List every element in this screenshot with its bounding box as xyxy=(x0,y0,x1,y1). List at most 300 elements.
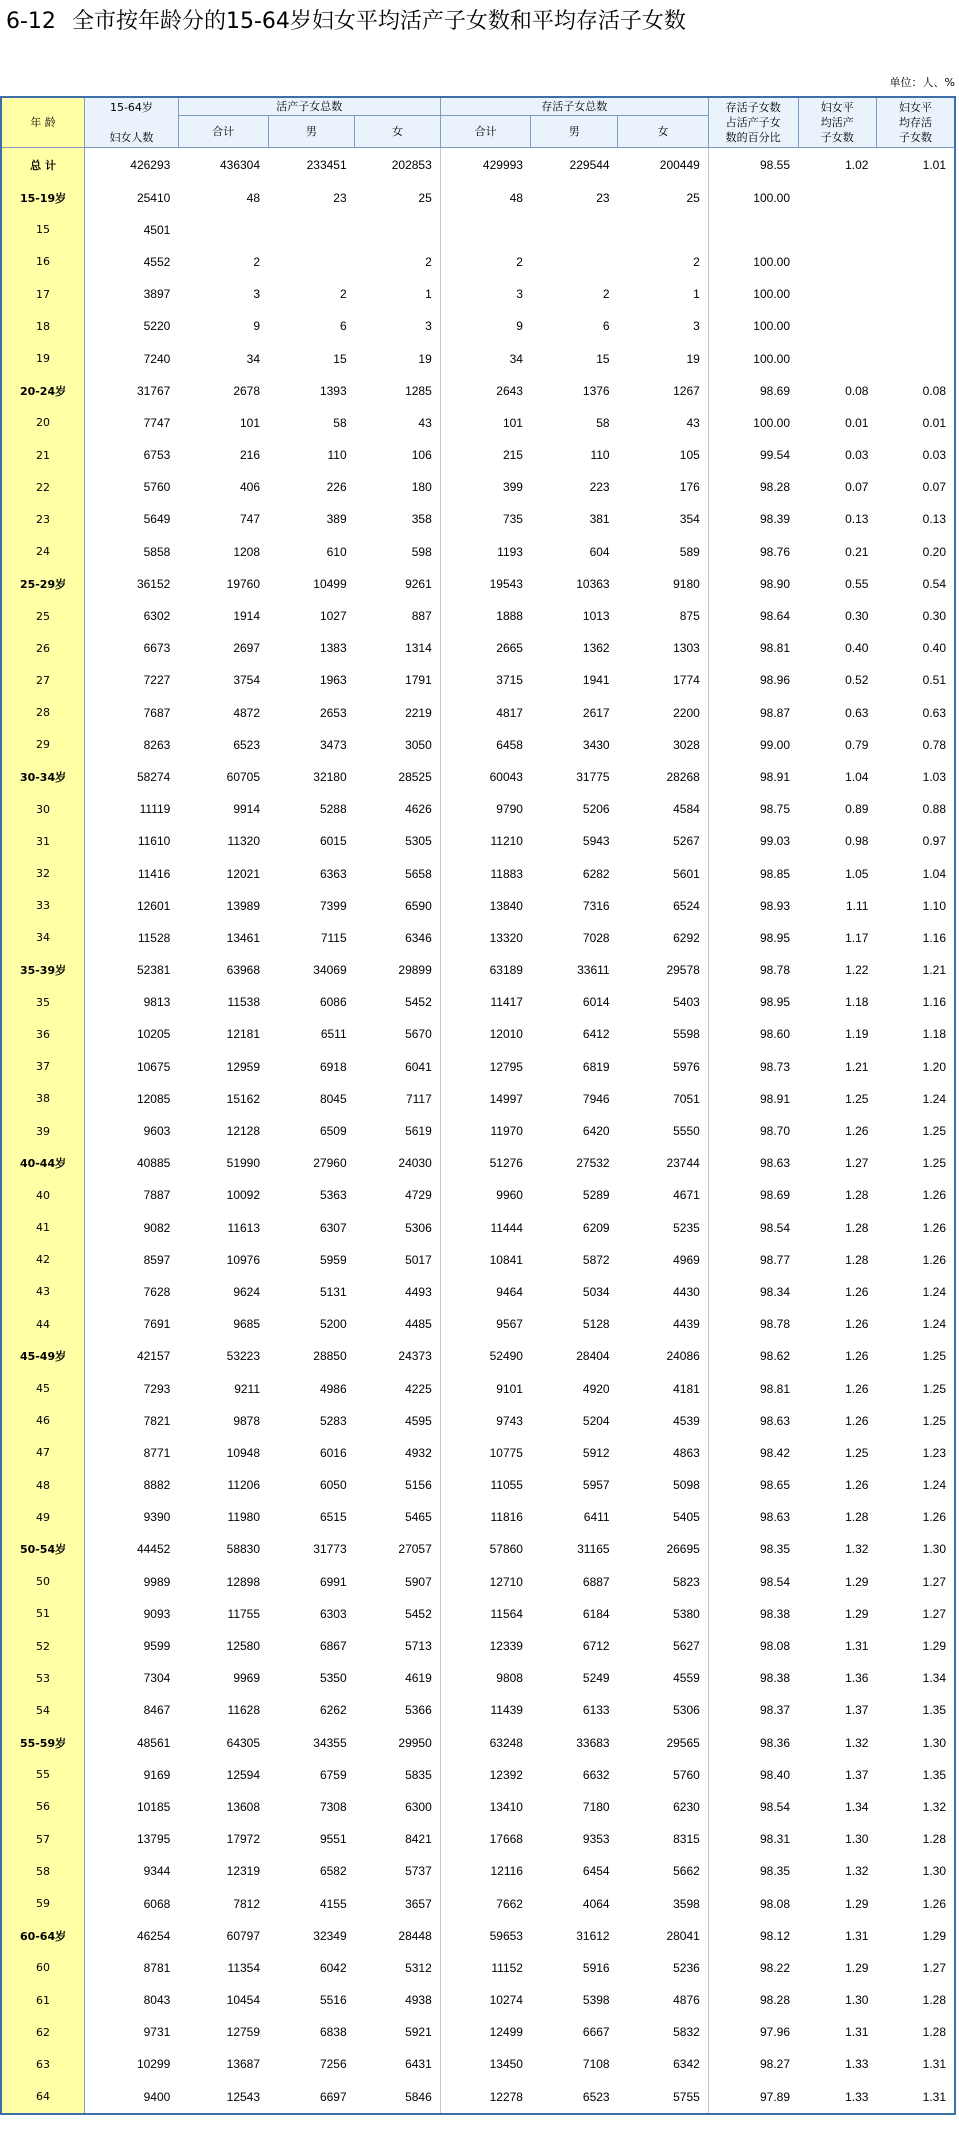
value-cell: 33683 xyxy=(576,1735,610,1750)
value-cell: 0.63 xyxy=(845,705,869,720)
age-cell: 55 xyxy=(1,1759,85,1791)
value-cell: 1.25 xyxy=(922,1381,946,1396)
value-cell: 29899 xyxy=(355,954,441,986)
header-born-male: 男 xyxy=(268,115,355,147)
value-cell: 7051 xyxy=(618,1083,709,1115)
value-cell: 4729 xyxy=(355,1179,441,1211)
value-cell xyxy=(798,214,876,246)
value-cell xyxy=(268,246,355,278)
value-cell: 98.65 xyxy=(759,1478,790,1493)
value-cell: 1376 xyxy=(582,383,610,398)
value-cell: 5206 xyxy=(582,802,610,817)
value-cell: 5034 xyxy=(582,1284,610,1299)
table-row xyxy=(1,761,955,793)
age-cell: 62 xyxy=(1,2016,85,2048)
value-cell: 7304 xyxy=(143,1671,171,1686)
value-cell: 6515 xyxy=(319,1510,347,1525)
value-cell: 0.01 xyxy=(845,415,869,430)
value-cell: 5312 xyxy=(355,1952,441,1984)
value-cell: 34355 xyxy=(313,1735,347,1750)
value-cell: 6 xyxy=(339,319,347,334)
table-row xyxy=(1,1212,955,1244)
value-cell: 1914 xyxy=(233,609,261,624)
value-cell: 2 xyxy=(339,287,347,302)
value-cell: 2219 xyxy=(355,697,441,729)
value-cell: 98.28 xyxy=(759,480,790,495)
value-cell: 51276 xyxy=(489,1156,523,1171)
value-cell: 7028 xyxy=(582,930,610,945)
value-cell: 29578 xyxy=(618,954,709,986)
value-cell: 5131 xyxy=(319,1284,347,1299)
value-cell: 8315 xyxy=(618,1823,709,1855)
value-cell: 12392 xyxy=(489,1767,523,1782)
value-cell: 0.98 xyxy=(845,834,869,849)
value-cell: 0.97 xyxy=(922,834,946,849)
value-cell: 6230 xyxy=(618,1791,709,1823)
value-cell: 0.54 xyxy=(922,576,946,591)
value-cell: 5872 xyxy=(582,1252,610,1267)
value-cell: 6411 xyxy=(583,1510,610,1525)
age-cell: 50-54岁 xyxy=(1,1533,85,1565)
age-cell: 48 xyxy=(1,1469,85,1501)
value-cell: 1.26 xyxy=(845,1124,869,1139)
value-cell: 0.21 xyxy=(845,544,869,559)
age-cell: 64 xyxy=(1,2081,85,2114)
value-cell: 5832 xyxy=(618,2016,709,2048)
value-cell: 3028 xyxy=(618,729,709,761)
age-cell: 44 xyxy=(1,1308,85,1340)
value-cell: 12339 xyxy=(489,1639,523,1654)
table-row xyxy=(1,1179,955,1211)
value-cell: 4430 xyxy=(618,1276,709,1308)
value-cell: 1.01 xyxy=(922,157,946,172)
table-row xyxy=(1,1244,955,1276)
value-cell: 1.30 xyxy=(922,1542,946,1557)
value-cell: 9 xyxy=(516,319,523,334)
age-cell: 46 xyxy=(1,1405,85,1437)
value-cell: 5380 xyxy=(618,1598,709,1630)
value-cell: 6511 xyxy=(320,1027,347,1042)
value-cell: 5306 xyxy=(618,1694,709,1726)
value-cell: 13840 xyxy=(489,898,523,913)
value-cell: 4064 xyxy=(582,1896,610,1911)
value-cell: 1.32 xyxy=(845,1542,869,1557)
value-cell: 5350 xyxy=(319,1671,347,1686)
value-cell: 9551 xyxy=(319,1832,347,1847)
value-cell: 202853 xyxy=(355,147,441,182)
table-row xyxy=(1,1887,955,1919)
value-cell: 1.28 xyxy=(922,1832,946,1847)
value-cell: 0.79 xyxy=(845,737,869,752)
table-row xyxy=(1,471,955,503)
value-cell: 98.35 xyxy=(759,1864,790,1879)
value-cell: 6431 xyxy=(355,2048,441,2080)
value-cell: 7108 xyxy=(582,2057,610,2072)
value-cell: 7180 xyxy=(582,1799,610,1814)
value-cell: 200449 xyxy=(618,147,709,182)
value-cell: 9344 xyxy=(143,1864,171,1879)
value-cell: 58274 xyxy=(136,769,171,784)
value-cell: 10185 xyxy=(136,1799,171,1814)
value-cell: 11439 xyxy=(490,1703,523,1718)
value-cell: 106 xyxy=(355,439,441,471)
value-cell: 5823 xyxy=(618,1566,709,1598)
value-cell: 1888 xyxy=(496,609,523,624)
value-cell: 100.00 xyxy=(753,319,790,334)
age-cell: 31 xyxy=(1,825,85,857)
value-cell: 11320 xyxy=(227,834,261,849)
age-cell: 45-49岁 xyxy=(1,1340,85,1372)
value-cell: 6015 xyxy=(319,834,347,849)
table-row xyxy=(1,1630,955,1662)
value-cell: 5957 xyxy=(582,1478,610,1493)
value-cell xyxy=(798,182,876,214)
age-cell: 54 xyxy=(1,1694,85,1726)
value-cell: 6887 xyxy=(582,1574,610,1589)
value-cell: 3715 xyxy=(496,673,523,688)
value-cell: 98.93 xyxy=(759,898,790,913)
value-cell: 19760 xyxy=(226,576,261,591)
value-cell: 1.28 xyxy=(922,2025,946,2040)
value-cell: 6050 xyxy=(319,1478,347,1493)
value-cell: 9211 xyxy=(234,1381,261,1396)
value-cell: 1.28 xyxy=(845,1510,869,1525)
value-cell: 6523 xyxy=(233,737,261,752)
table-header xyxy=(1,97,955,147)
value-cell: 0.08 xyxy=(922,383,946,398)
value-cell: 9813 xyxy=(143,995,171,1010)
value-cell: 1.31 xyxy=(845,1639,869,1654)
value-cell: 9731 xyxy=(143,2025,171,2040)
value-cell: 7240 xyxy=(143,351,171,366)
value-cell: 23 xyxy=(596,190,610,205)
table-row xyxy=(1,568,955,600)
value-cell: 59653 xyxy=(489,1928,523,1943)
value-cell: 1.29 xyxy=(845,1574,869,1589)
table-row xyxy=(1,147,955,182)
value-cell: 25410 xyxy=(136,190,171,205)
value-cell: 5713 xyxy=(355,1630,441,1662)
table-row xyxy=(1,1855,955,1887)
value-cell: 6819 xyxy=(582,1059,610,1074)
value-cell: 1941 xyxy=(582,673,610,688)
value-cell: 5405 xyxy=(618,1501,709,1533)
value-cell: 23 xyxy=(333,190,347,205)
value-cell: 4938 xyxy=(355,1984,441,2016)
value-cell: 17668 xyxy=(489,1832,523,1847)
value-cell xyxy=(798,310,876,342)
value-cell: 98.27 xyxy=(759,2057,790,2072)
table-row xyxy=(1,1952,955,1984)
value-cell: 48561 xyxy=(136,1735,171,1750)
value-cell: 27057 xyxy=(355,1533,441,1565)
value-cell: 64305 xyxy=(226,1735,261,1750)
value-cell: 9101 xyxy=(496,1381,523,1396)
value-cell: 9960 xyxy=(496,1188,523,1203)
value-cell: 5976 xyxy=(618,1051,709,1083)
value-cell: 23744 xyxy=(618,1147,709,1179)
value-cell: 5907 xyxy=(355,1566,441,1598)
value-cell: 9169 xyxy=(143,1767,171,1782)
table-row xyxy=(1,729,955,761)
value-cell: 12085 xyxy=(136,1091,171,1106)
value-cell: 1.24 xyxy=(922,1478,946,1493)
value-cell: 1.10 xyxy=(922,898,946,913)
age-cell: 30 xyxy=(1,793,85,825)
value-cell: 0.20 xyxy=(922,544,946,559)
value-cell: 5403 xyxy=(618,986,709,1018)
value-cell: 12580 xyxy=(226,1639,261,1654)
value-cell: 5267 xyxy=(618,825,709,857)
age-cell: 34 xyxy=(1,922,85,954)
value-cell: 25 xyxy=(618,182,709,214)
table-row xyxy=(1,1727,955,1759)
value-cell: 875 xyxy=(618,600,709,632)
value-cell: 10675 xyxy=(136,1059,171,1074)
value-cell: 12278 xyxy=(489,2089,523,2104)
value-cell: 4155 xyxy=(319,1896,347,1911)
value-cell: 9685 xyxy=(233,1317,261,1332)
value-cell: 98.37 xyxy=(759,1703,790,1718)
value-cell: 0.52 xyxy=(845,673,869,688)
value-cell: 8771 xyxy=(143,1445,171,1460)
value-cell: 4872 xyxy=(233,705,261,720)
value-cell: 5846 xyxy=(355,2081,441,2114)
value-cell: 6454 xyxy=(582,1864,610,1879)
value-cell: 6759 xyxy=(319,1767,347,1782)
value-cell: 610 xyxy=(326,544,347,559)
value-cell: 13450 xyxy=(489,2057,523,2072)
value-cell: 399 xyxy=(502,480,523,495)
value-cell: 4552 xyxy=(143,254,171,269)
value-cell: 1.25 xyxy=(922,1349,946,1364)
value-cell: 10299 xyxy=(136,2057,171,2072)
value-cell: 1208 xyxy=(233,544,261,559)
value-cell: 6307 xyxy=(319,1220,347,1235)
age-cell: 15 xyxy=(1,214,85,246)
value-cell: 5235 xyxy=(618,1212,709,1244)
value-cell: 5204 xyxy=(582,1413,610,1428)
value-cell: 6632 xyxy=(582,1767,610,1782)
age-cell: 59 xyxy=(1,1887,85,1919)
value-cell: 11610 xyxy=(137,834,171,849)
table-row xyxy=(1,182,955,214)
value-cell: 1.25 xyxy=(845,1091,869,1106)
value-cell: 28404 xyxy=(576,1349,610,1364)
value-cell: 60797 xyxy=(226,1928,261,1943)
value-cell: 98.69 xyxy=(759,383,790,398)
value-cell: 0.55 xyxy=(845,576,869,591)
value-cell: 4863 xyxy=(618,1437,709,1469)
value-cell: 10092 xyxy=(226,1188,261,1203)
age-cell: 45 xyxy=(1,1372,85,1404)
age-cell: 58 xyxy=(1,1855,85,1887)
value-cell: 34069 xyxy=(313,963,347,978)
value-cell: 24086 xyxy=(618,1340,709,1372)
value-cell: 1.25 xyxy=(922,1156,946,1171)
value-cell: 19 xyxy=(355,342,441,374)
value-cell: 9093 xyxy=(143,1606,171,1621)
value-cell: 98.78 xyxy=(759,963,790,978)
age-cell: 25 xyxy=(1,600,85,632)
value-cell: 9082 xyxy=(143,1220,171,1235)
value-cell: 5283 xyxy=(319,1413,347,1428)
value-cell: 98.81 xyxy=(759,641,790,656)
value-cell xyxy=(531,246,618,278)
header-women-count: 15-64岁 妇女人数 xyxy=(85,97,179,147)
value-cell: 11564 xyxy=(490,1606,523,1621)
table-row xyxy=(1,986,955,1018)
value-cell: 6523 xyxy=(582,2089,610,2104)
value-cell: 0.01 xyxy=(922,415,946,430)
age-cell: 61 xyxy=(1,1984,85,2016)
value-cell: 4920 xyxy=(582,1381,610,1396)
value-cell: 1.02 xyxy=(845,157,869,172)
value-cell: 10841 xyxy=(489,1252,523,1267)
value-cell: 98.34 xyxy=(759,1284,790,1299)
table-row xyxy=(1,890,955,922)
value-cell: 8467 xyxy=(143,1703,171,1718)
value-cell: 12594 xyxy=(226,1767,261,1782)
value-cell: 100.00 xyxy=(753,415,790,430)
value-cell: 1.31 xyxy=(845,2025,869,2040)
value-cell: 1.30 xyxy=(922,1864,946,1879)
age-cell: 43 xyxy=(1,1276,85,1308)
value-cell: 99.54 xyxy=(759,448,790,463)
value-cell: 5465 xyxy=(355,1501,441,1533)
value-cell: 2643 xyxy=(496,383,523,398)
value-cell: 7293 xyxy=(143,1381,171,1396)
age-cell: 23 xyxy=(1,503,85,535)
header-surv-male: 男 xyxy=(531,115,618,147)
value-cell: 13410 xyxy=(489,1799,523,1814)
value-cell: 9743 xyxy=(496,1413,523,1428)
value-cell: 735 xyxy=(502,512,523,527)
value-cell: 11206 xyxy=(227,1478,261,1493)
age-cell: 55-59岁 xyxy=(1,1727,85,1759)
table-row xyxy=(1,2081,955,2114)
value-cell: 34 xyxy=(509,351,523,366)
table-number: 6-12 xyxy=(6,9,56,34)
table-row xyxy=(1,246,955,278)
value-cell: 176 xyxy=(618,471,709,503)
value-cell: 98.22 xyxy=(759,1960,790,1975)
value-cell: 5619 xyxy=(355,1115,441,1147)
value-cell: 110 xyxy=(590,448,610,463)
value-cell: 1.27 xyxy=(922,1960,946,1975)
table-row xyxy=(1,1018,955,1050)
header-surv-female: 女 xyxy=(618,115,709,147)
value-cell: 1.33 xyxy=(845,2089,869,2104)
value-cell: 31773 xyxy=(313,1542,347,1557)
age-cell: 18 xyxy=(1,310,85,342)
value-cell: 1.25 xyxy=(922,1413,946,1428)
value-cell: 98.54 xyxy=(759,1574,790,1589)
value-cell: 4969 xyxy=(618,1244,709,1276)
value-cell: 1.25 xyxy=(922,1124,946,1139)
value-cell: 1.30 xyxy=(845,1832,869,1847)
value-cell: 100.00 xyxy=(753,254,790,269)
value-cell: 2200 xyxy=(618,697,709,729)
value-cell: 0.30 xyxy=(922,609,946,624)
value-cell: 98.12 xyxy=(759,1928,790,1943)
value-cell: 98.77 xyxy=(759,1252,790,1267)
value-cell: 48 xyxy=(246,190,261,205)
value-cell: 1362 xyxy=(582,641,610,656)
value-cell: 1.33 xyxy=(845,2057,869,2072)
value-cell: 406 xyxy=(239,480,261,495)
age-cell: 20 xyxy=(1,407,85,439)
value-cell: 4501 xyxy=(143,222,171,237)
value-cell: 4559 xyxy=(618,1662,709,1694)
age-cell: 30-34岁 xyxy=(1,761,85,793)
value-cell: 4817 xyxy=(496,705,523,720)
value-cell: 11119 xyxy=(139,802,171,817)
value-cell: 1.36 xyxy=(845,1671,869,1686)
value-cell: 5601 xyxy=(618,857,709,889)
age-cell: 20-24岁 xyxy=(1,375,85,407)
page-title xyxy=(6,4,686,35)
value-cell: 2 xyxy=(355,246,441,278)
value-cell: 27532 xyxy=(576,1156,610,1171)
value-cell: 43 xyxy=(618,407,709,439)
value-cell: 98.31 xyxy=(759,1832,790,1847)
value-cell: 3754 xyxy=(233,673,261,688)
value-cell: 98.91 xyxy=(759,769,790,784)
table-row xyxy=(1,342,955,374)
value-cell: 5912 xyxy=(582,1445,610,1460)
value-cell: 6068 xyxy=(143,1896,171,1911)
value-cell: 4584 xyxy=(618,793,709,825)
value-cell: 11055 xyxy=(490,1478,523,1493)
value-cell: 12898 xyxy=(226,1574,261,1589)
value-cell: 98.75 xyxy=(759,802,790,817)
value-cell: 6262 xyxy=(319,1703,347,1718)
value-cell: 11538 xyxy=(227,995,261,1010)
header-born-sum: 合计 xyxy=(178,115,268,147)
value-cell: 13320 xyxy=(489,930,523,945)
value-cell: 426293 xyxy=(130,157,171,172)
age-cell: 51 xyxy=(1,1598,85,1630)
value-cell: 1.27 xyxy=(922,1574,946,1589)
table-row xyxy=(1,1791,955,1823)
age-cell: 24 xyxy=(1,536,85,568)
value-cell: 19 xyxy=(618,342,709,374)
value-cell xyxy=(708,214,798,246)
value-cell: 57860 xyxy=(489,1542,523,1557)
value-cell: 1 xyxy=(618,278,709,310)
age-cell: 63 xyxy=(1,2048,85,2080)
value-cell: 9400 xyxy=(143,2089,171,2104)
age-cell: 57 xyxy=(1,1823,85,1855)
header-avg-born: 妇女平 均活产 子女数 xyxy=(798,97,876,147)
value-cell: 6184 xyxy=(582,1606,610,1621)
value-cell: 1.26 xyxy=(922,1510,946,1525)
value-cell: 180 xyxy=(355,471,441,503)
value-cell: 98.54 xyxy=(759,1220,790,1235)
table-row xyxy=(1,600,955,632)
value-cell: 1.37 xyxy=(845,1703,869,1718)
value-cell: 7115 xyxy=(320,930,347,945)
table-row xyxy=(1,1276,955,1308)
value-cell: 101 xyxy=(239,415,261,430)
value-cell: 1.05 xyxy=(845,866,869,881)
table-row xyxy=(1,439,955,471)
value-cell: 381 xyxy=(589,512,610,527)
value-cell: 1.16 xyxy=(922,995,946,1010)
value-cell: 1.16 xyxy=(922,930,946,945)
value-cell: 100.00 xyxy=(753,190,790,205)
